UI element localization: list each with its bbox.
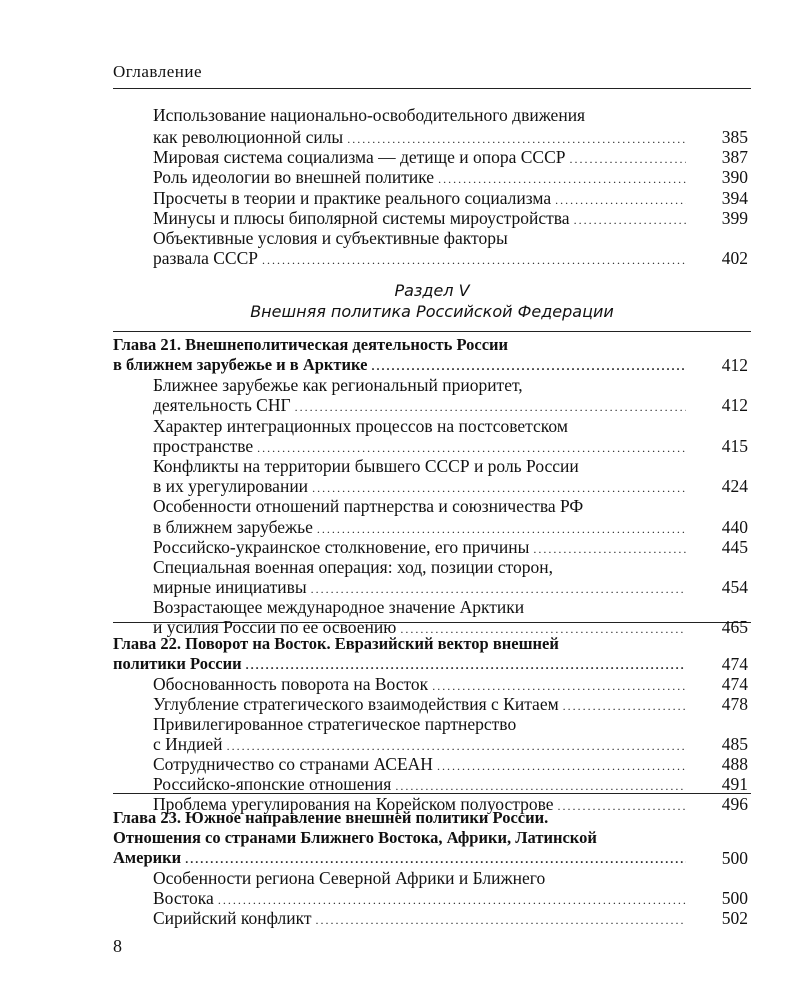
dot-leader	[558, 796, 686, 816]
dot-leader	[347, 129, 686, 149]
toc-entry	[153, 694, 690, 714]
dot-leader	[563, 696, 686, 716]
toc-entry	[153, 674, 690, 694]
chapter-entry	[113, 654, 690, 674]
page-number: 8	[113, 936, 122, 956]
entry-title: Америки	[113, 848, 182, 867]
dot-leader	[312, 478, 686, 498]
toc-entry	[153, 774, 690, 794]
entry-title: Проблема урегулирования на Корейском полуострове	[153, 794, 554, 814]
chapter-heading-line: Глава 22. Поворот на Восток. Евразийский вектор внешней	[113, 634, 559, 653]
entry-title: Мировая система социализма — детище и опора СССР	[153, 147, 566, 167]
toc-entry	[153, 248, 690, 268]
entry-title: пространстве	[153, 436, 254, 456]
toc-entry	[153, 577, 690, 597]
toc-entry	[153, 537, 690, 557]
entry-page-number: 500	[721, 888, 748, 908]
dot-leader	[257, 438, 686, 458]
entry-title: Просчеты в теории и практике реального социализма	[153, 188, 552, 208]
entry-title: мирные инициативы	[153, 577, 307, 597]
entry-title: политики России	[113, 654, 242, 673]
toc-entry-line: Особенности отношений партнерства и союзничества РФ	[153, 496, 584, 516]
entry-page-number: 399	[721, 208, 748, 228]
entry-page-number: 474	[721, 654, 748, 674]
entry-page-number: 491	[721, 774, 748, 794]
entry-page-number: 412	[721, 355, 748, 375]
header-rule	[113, 88, 751, 89]
entry-page-number: 485	[721, 734, 748, 754]
dot-leader	[555, 190, 686, 210]
entry-title: в ближнем зарубежье	[153, 517, 313, 537]
dot-leader	[227, 736, 686, 756]
toc-entry	[153, 888, 690, 908]
toc-entry-line: Специальная военная операция: ход, позиции сторон,	[153, 557, 553, 577]
toc-entry	[153, 127, 690, 147]
entry-title: Востока	[153, 888, 214, 908]
toc-entry	[153, 188, 690, 208]
dot-leader	[295, 397, 686, 417]
toc-entry	[153, 395, 690, 415]
entry-page-number: 488	[721, 754, 748, 774]
entry-page-number: 424	[721, 476, 748, 496]
dot-leader	[317, 519, 686, 539]
dot-leader	[371, 356, 686, 376]
dot-leader	[437, 756, 686, 776]
entry-title: Роль идеологии во внешней политике	[153, 167, 435, 187]
entry-title: в их урегулировании	[153, 476, 309, 496]
dot-leader	[438, 169, 686, 189]
toc-entry	[153, 208, 690, 228]
dot-leader	[185, 849, 686, 869]
entry-title: развала СССР	[153, 248, 259, 268]
toc-entry	[153, 734, 690, 754]
entry-page-number: 474	[721, 674, 748, 694]
dot-leader	[432, 676, 686, 696]
toc-entry	[153, 476, 690, 496]
entry-title: Обоснованность поворота на Восток	[153, 674, 429, 694]
toc-entry-line: Особенности региона Северной Африки и Ближнего	[153, 868, 546, 888]
chapter-heading-line: Отношения со странами Ближнего Востока, Африки, Латинской	[113, 828, 597, 847]
entry-page-number: 502	[721, 908, 748, 928]
entry-title: Сирийский конфликт	[153, 908, 312, 928]
toc-entry	[153, 167, 690, 187]
dot-leader	[246, 655, 686, 675]
entry-page-number: 454	[721, 577, 748, 597]
dot-leader	[574, 210, 686, 230]
toc-entry-line: Объективные условия и субъективные факторы	[153, 228, 508, 248]
toc-entry-line: Ближнее зарубежье как региональный приоритет,	[153, 375, 523, 395]
entry-title: с Индией	[153, 734, 223, 754]
toc-entry	[153, 436, 690, 456]
toc-entry-line: Возрастающее международное значение Арктики	[153, 597, 525, 617]
entry-page-number: 440	[721, 517, 748, 537]
entry-title: и усилия России по ее освоению	[153, 617, 397, 637]
toc-entry	[153, 908, 690, 928]
entry-page-number: 496	[721, 794, 748, 814]
dot-leader	[533, 539, 686, 559]
toc-entry-line: Привилегированное стратегическое партнерство	[153, 714, 517, 734]
entry-title: Российско-украинское столкновение, его причины	[153, 537, 530, 557]
entry-page-number: 445	[721, 537, 748, 557]
entry-page-number: 390	[721, 167, 748, 187]
dot-leader	[570, 149, 686, 169]
toc-entry-line: Использование национально-освободительного движения	[153, 105, 586, 125]
dot-leader	[395, 776, 686, 796]
entry-page-number: 385	[721, 127, 748, 147]
toc-entry	[153, 147, 690, 167]
section-label: Раздел V	[394, 281, 470, 300]
toc-entry-line: Характер интеграционных процессов на постсоветском	[153, 416, 568, 436]
entry-title: Российско-японские отношения	[153, 774, 392, 794]
chapter-entry	[113, 355, 690, 375]
toc-entry	[153, 517, 690, 537]
dot-leader	[311, 579, 686, 599]
section-title: Внешняя политика Российской Федерации	[250, 302, 614, 321]
chapter-heading-line: Глава 23. Южное направление внешней политики России.	[113, 808, 549, 827]
entry-title: Сотрудничество со странами АСЕАН	[153, 754, 433, 774]
entry-title: Минусы и плюсы биполярной системы мироустройства	[153, 208, 570, 228]
dot-leader	[316, 910, 686, 930]
entry-title: как революционной силы	[153, 127, 344, 147]
dot-leader	[262, 250, 686, 270]
entry-page-number: 394	[721, 188, 748, 208]
entry-page-number: 500	[721, 848, 748, 868]
chapter-divider	[113, 331, 751, 332]
entry-page-number: 412	[721, 395, 748, 415]
entry-title: деятельность СНГ	[153, 395, 291, 415]
entry-page-number: 465	[721, 617, 748, 637]
entry-page-number: 402	[721, 248, 748, 268]
entry-title: Углубление стратегического взаимодействия с Китаем	[153, 694, 559, 714]
entry-page-number: 478	[721, 694, 748, 714]
chapter-entry	[113, 848, 690, 868]
toc-entry-line: Конфликты на территории бывшего СССР и роль России	[153, 456, 579, 476]
dot-leader	[218, 890, 686, 910]
running-header: Оглавление	[113, 62, 202, 81]
chapter-heading-line: Глава 21. Внешнеполитическая деятельность России	[113, 335, 509, 354]
entry-page-number: 415	[721, 436, 748, 456]
entry-title: в ближнем зарубежье и в Арктике	[113, 355, 368, 374]
entry-page-number: 387	[721, 147, 748, 167]
toc-entry	[153, 754, 690, 774]
